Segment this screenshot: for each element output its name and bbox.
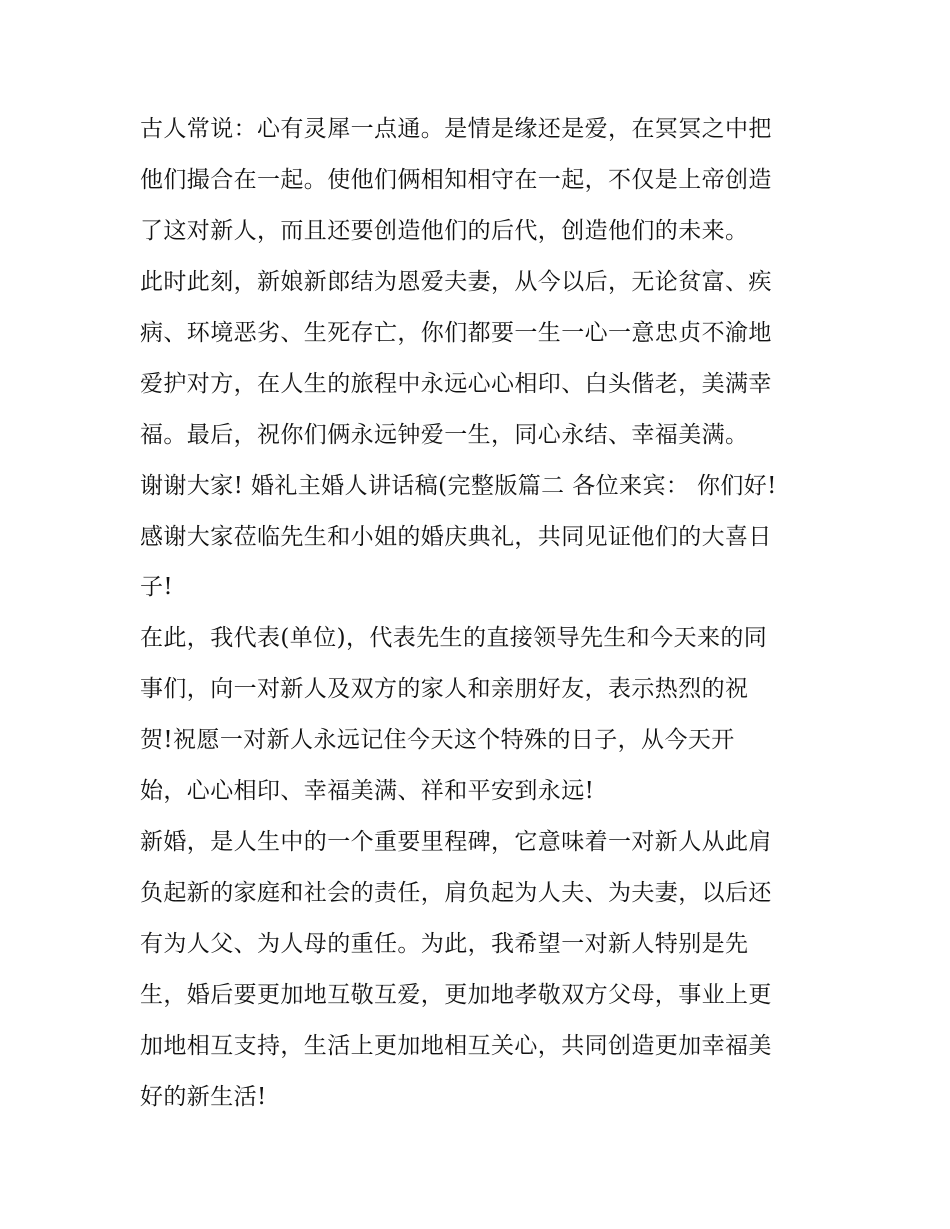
text-line: 新婚，是人生中的一个重要里程碑，它意味着一对新人从此肩: [140, 829, 772, 856]
text-line: 贺!祝愿一对新人永远记住今天这个特殊的日子，从今天开: [140, 727, 735, 754]
text-line: 好的新生活!: [140, 1083, 267, 1110]
text-line: 感谢大家莅临先生和小姐的婚庆典礼，共同见证他们的大喜日: [140, 523, 772, 550]
text-line: 生，婚后要更加地互敬互爱，更加地孝敬双方父母，事业上更: [140, 981, 772, 1008]
text-line: 始，心心相印、幸福美满、祥和平安到永远!: [140, 778, 595, 805]
text-line: 福。最后，祝你们俩永远钟爱一生，同心永结、幸福美满。: [140, 421, 749, 448]
text-line: 此时此刻，新娘新郎结为恩爱夫妻，从今以后，无论贫富、疾: [140, 268, 772, 295]
text-line: 负起新的家庭和社会的责任，肩负起为人夫、为夫妻，以后还: [140, 880, 772, 907]
text-line: 病、环境恶劣、生死存亡，你们都要一生一心一意忠贞不渝地: [140, 319, 772, 346]
document-body: [140, 104, 820, 1123]
text-line: 他们撮合在一起。使他们俩相知相守在一起，不仅是上帝创造: [140, 166, 772, 193]
text-line: 在此，我代表(单位)，代表先生的直接领导先生和今天来的同: [140, 625, 768, 652]
text-line: 古人常说：心有灵犀一点通。是情是缘还是爱，在冥冥之中把: [140, 116, 772, 142]
text-line: 子!: [140, 574, 174, 601]
text-line: 加地相互支持，生活上更加地相互关心，共同创造更加幸福美: [140, 1032, 772, 1059]
text-line: 了这对新人，而且还要创造他们的后代，创造他们的未来。: [140, 217, 749, 244]
text-line: 有为人父、为人母的重任。为此，我希望一对新人特别是先: [140, 931, 749, 957]
text-line: 爱护对方，在人生的旅程中永远心心相印、白头偕老，美满幸: [140, 370, 772, 397]
text-line: 谢谢大家! 婚礼主婚人讲话稿(完整版篇二 各位来宾： 你们好!: [140, 472, 777, 499]
text-line: 事们，向一对新人及双方的家人和亲朋好友，表示热烈的祝: [140, 676, 749, 703]
